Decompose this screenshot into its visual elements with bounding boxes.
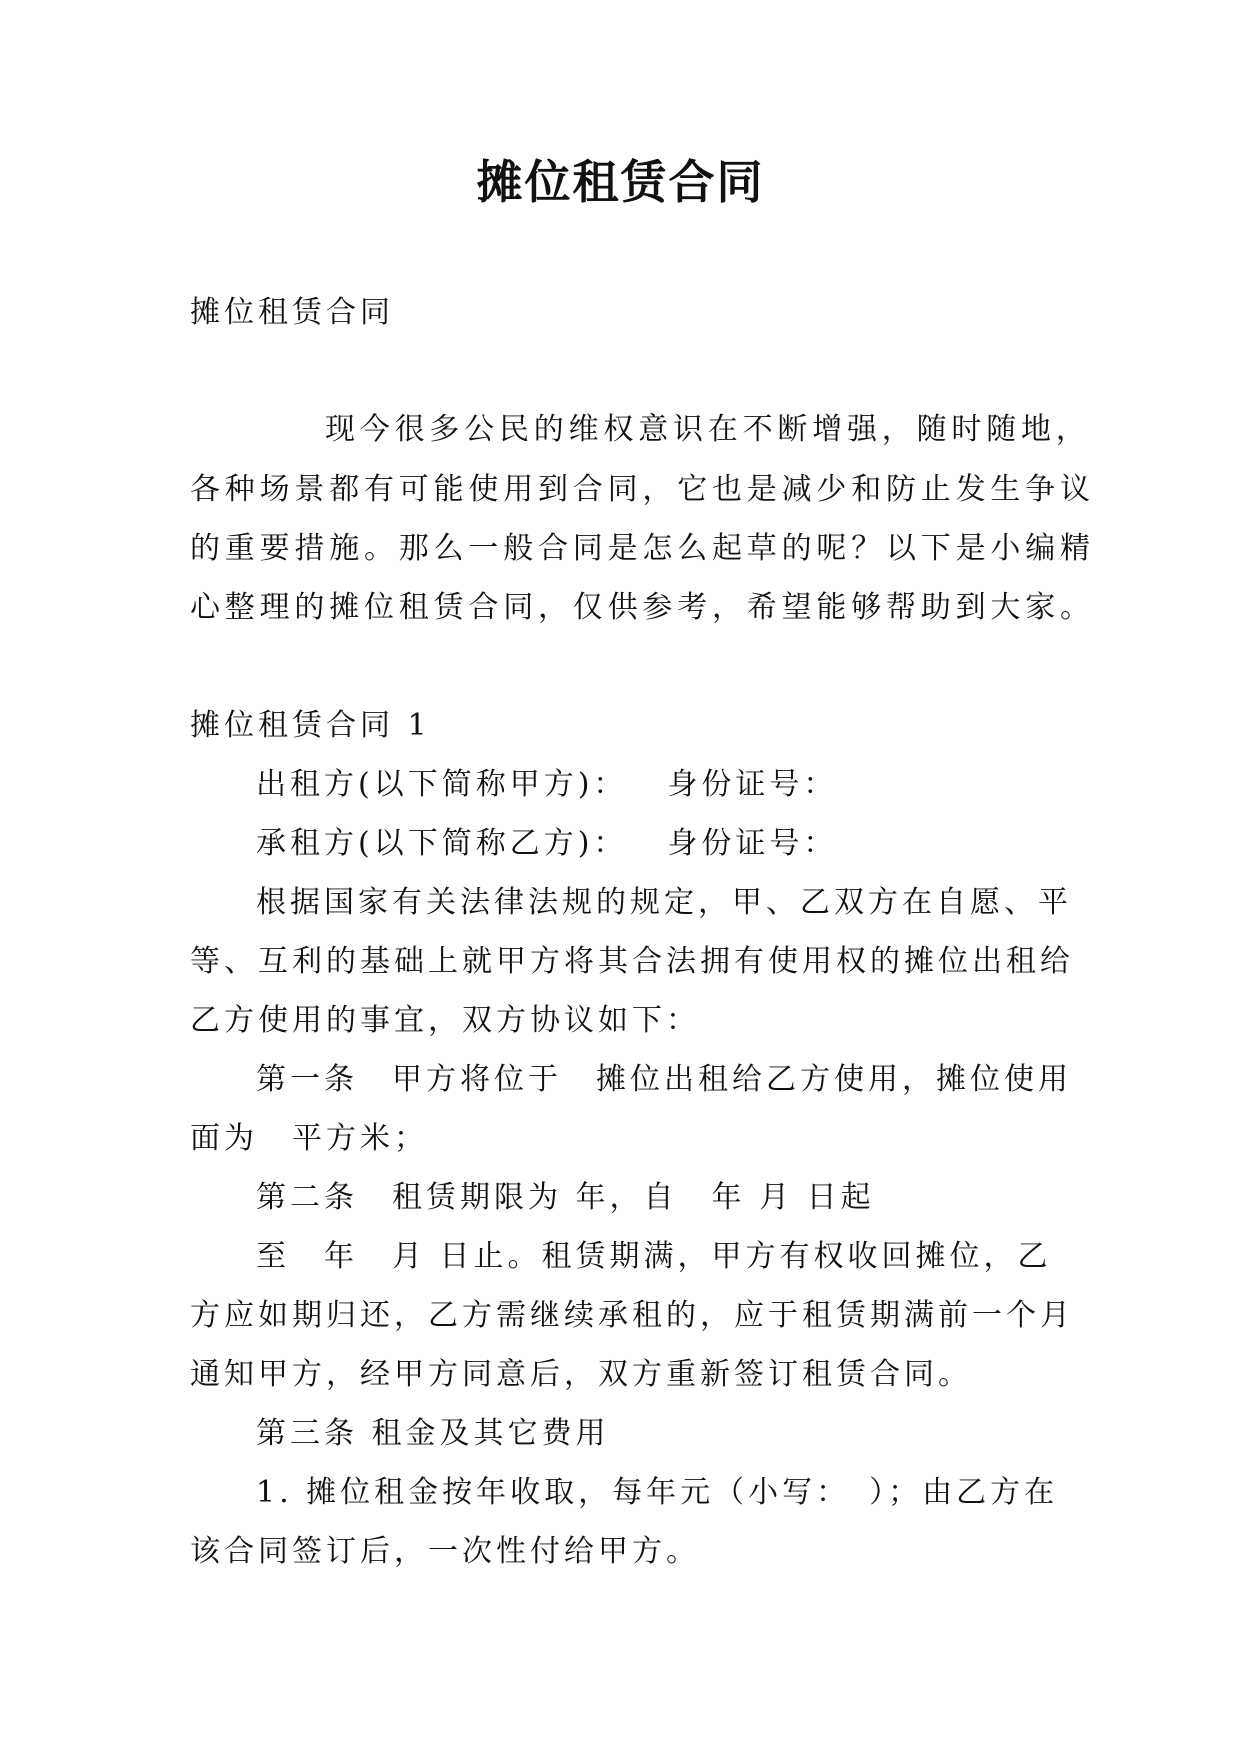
lessee-label: 承租方(以下简称乙方)： — [256, 826, 628, 861]
lessor-id-label: 身份证号： — [667, 767, 838, 802]
article1-line: 第一条 甲方将位于 摊位出租给乙方使用，摊位使用 — [256, 1062, 1072, 1097]
lessee-id-label: 身份证号： — [667, 826, 838, 861]
lessor-row — [256, 765, 837, 805]
article1-line: 面为 平方米； — [190, 1121, 428, 1156]
preamble-line: 根据国家有关法律法规的规定，甲、乙双方在自愿、平 — [256, 885, 1072, 920]
article2-line: 第二条 租赁期限为 年，自 年 月 日起 — [256, 1180, 875, 1215]
article3-item-line: 该合同签订后，一次性付给甲方。 — [190, 1534, 700, 1569]
article2-line: 方应如期归还，乙方需继续承租的，应于租赁期满前一个月 — [190, 1298, 1074, 1333]
article3-heading: 第三条 租金及其它费用 — [256, 1416, 610, 1451]
article2-line: 至 年 月 日止。租赁期满，甲方有权收回摊位，乙 — [256, 1239, 1052, 1274]
lessor-label: 出租方(以下简称甲方)： — [256, 767, 628, 802]
preamble-line: 等、互利的基础上就甲方将其合法拥有使用权的摊位出租给 — [190, 944, 1074, 979]
article2-line: 通知甲方，经甲方同意后，双方重新签订租赁合同。 — [190, 1357, 972, 1392]
article3-item-line: 1. 摊位租金按年收取，每年元（小写： ）；由乙方在 — [256, 1475, 1059, 1510]
document-subtitle: 摊位租赁合同 — [190, 295, 394, 330]
contract-heading: 摊位租赁合同 1 — [190, 708, 431, 743]
intro-line: 各种场景都有可能使用到合同，它也是减少和防止发生争议 — [190, 472, 1095, 507]
lessee-row — [256, 824, 837, 864]
intro-line: 心整理的摊位租赁合同，仅供参考，希望能够帮助到大家。 — [190, 590, 1095, 625]
page-title: 摊位租赁合同 — [476, 155, 765, 209]
preamble-line: 乙方使用的事宜，双方协议如下： — [190, 1003, 700, 1038]
intro-line: 的重要措施。那么一般合同是怎么起草的呢？以下是小编精 — [190, 531, 1095, 566]
intro-line: 现今很多公民的维权意识在不断增强，随时随地， — [325, 412, 1091, 447]
